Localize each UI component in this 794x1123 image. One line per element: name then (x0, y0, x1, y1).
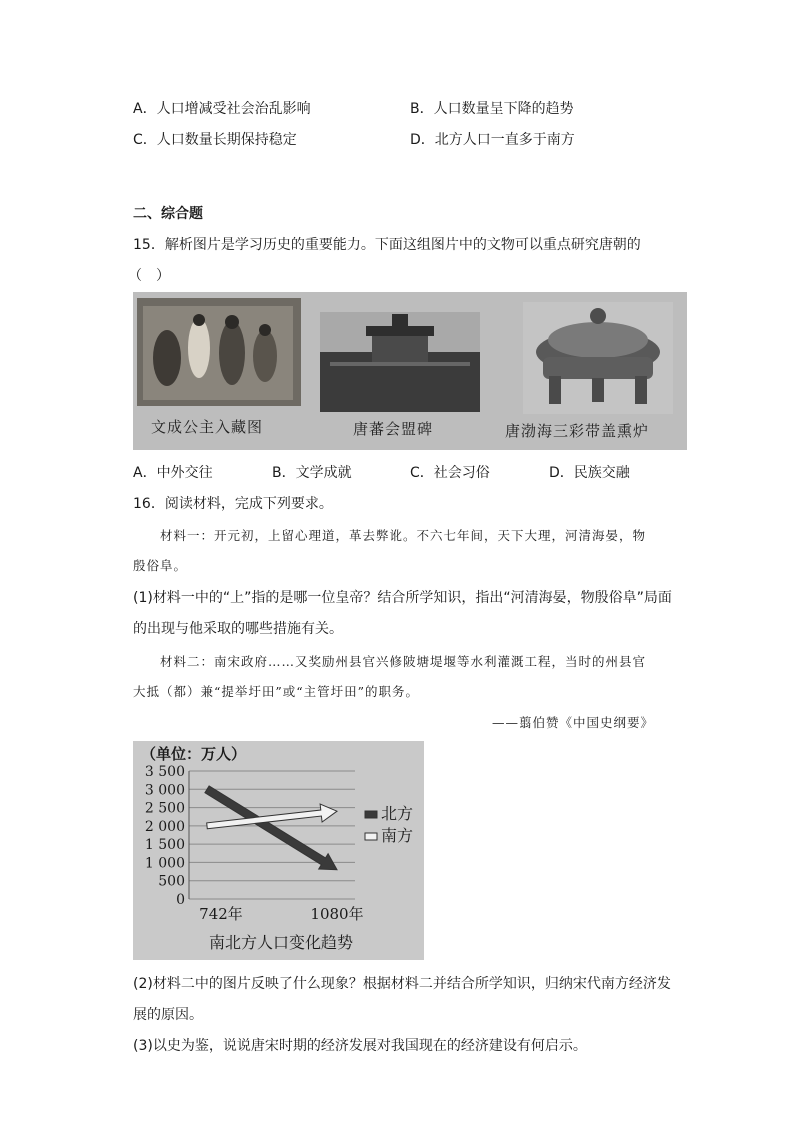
series-arrow-north (205, 786, 337, 870)
caption-wencheng: 文成公主入藏图 (151, 418, 264, 436)
question-15-blank: （ ） (128, 268, 170, 284)
material1-line1: 材料一：开元初，上留心理道，革去弊讹。不六七年间，天下大理，河清海晏，物 (160, 528, 647, 543)
question-16-stem: 16．阅读材料，完成下列要求。 (133, 496, 333, 512)
legend-label: 北方 (381, 804, 414, 823)
artifact-photo-strip (133, 292, 687, 450)
y-tick-label: 1 000 (144, 855, 185, 872)
bohai-censer-image (523, 302, 673, 414)
question-15-stem: 15．解析图片是学习历史的重要能力。下面这组图片中的文物可以重点研究唐朝的 (133, 237, 641, 253)
caption-stele: 唐蕃会盟碑 (353, 420, 434, 438)
sub-question-2-line1: (2)材料二中的图片反映了什么现象？根据材料二并结合所学知识，归纳宋代南方经济发 (133, 976, 671, 992)
legend-swatch (365, 811, 377, 818)
material2-line1: 材料二：南宋政府……又奖励州县官兴修陂塘堤堰等水利灌溉工程，当时的州县官 (160, 654, 647, 669)
population-chart-svg (133, 741, 424, 960)
sub-question-1-line1: (1)材料一中的“上”指的是哪一位皇帝？结合所学知识，指出“河清海晏，物殷俗阜”局面 (133, 590, 672, 606)
y-tick-label: 2 500 (144, 800, 185, 817)
chart-title: 南北方人口变化趋势 (208, 933, 354, 952)
option-a: A．人口增减受社会治乱影响 (133, 101, 311, 117)
chart-unit-label: （单位：万人） (141, 745, 247, 763)
option-c: C．人口数量长期保持稳定 (133, 132, 297, 148)
caption-censer: 唐渤海三彩带盖熏炉 (505, 422, 650, 440)
population-chart (133, 741, 424, 960)
y-tick-label: 3 000 (144, 782, 185, 799)
sub-question-3: (3)以史为鉴，说说唐宋时期的经济发展对我国现在的经济建设有何启示。 (133, 1038, 587, 1054)
y-tick-label: 2 000 (144, 818, 185, 835)
sub-question-1-line2: 的出现与他采取的哪些措施有关。 (133, 621, 343, 637)
tang-tibet-stele-image (320, 312, 480, 412)
x-tick-label: 742年 (199, 905, 243, 923)
x-tick-label: 1080年 (310, 905, 364, 923)
material2-source: ——翦伯赞《中国史纲要》 (492, 715, 655, 730)
material2-line2: 大抵（都）兼“提举圩田”或“主管圩田”的职务。 (133, 684, 420, 699)
q15-option-d: D．民族交融 (549, 465, 630, 481)
option-d: D．北方人口一直多于南方 (410, 132, 575, 148)
legend-swatch (365, 833, 377, 840)
option-b: B．人口数量呈下降的趋势 (410, 101, 574, 117)
material1-line2: 殷俗阜。 (133, 558, 188, 573)
sub-question-2-line2: 展的原因。 (133, 1007, 203, 1023)
y-tick-label: 0 (176, 892, 185, 908)
q15-option-a: A．中外交往 (133, 465, 213, 481)
y-tick-label: 3 500 (144, 764, 185, 780)
y-tick-label: 500 (158, 873, 185, 890)
y-tick-label: 1 500 (144, 837, 185, 854)
wencheng-painting-image (137, 298, 301, 406)
q15-option-b: B．文学成就 (272, 465, 352, 481)
legend-label: 南方 (381, 826, 414, 845)
q15-option-c: C．社会习俗 (410, 465, 490, 481)
section-title: 二、综合题 (133, 206, 203, 222)
